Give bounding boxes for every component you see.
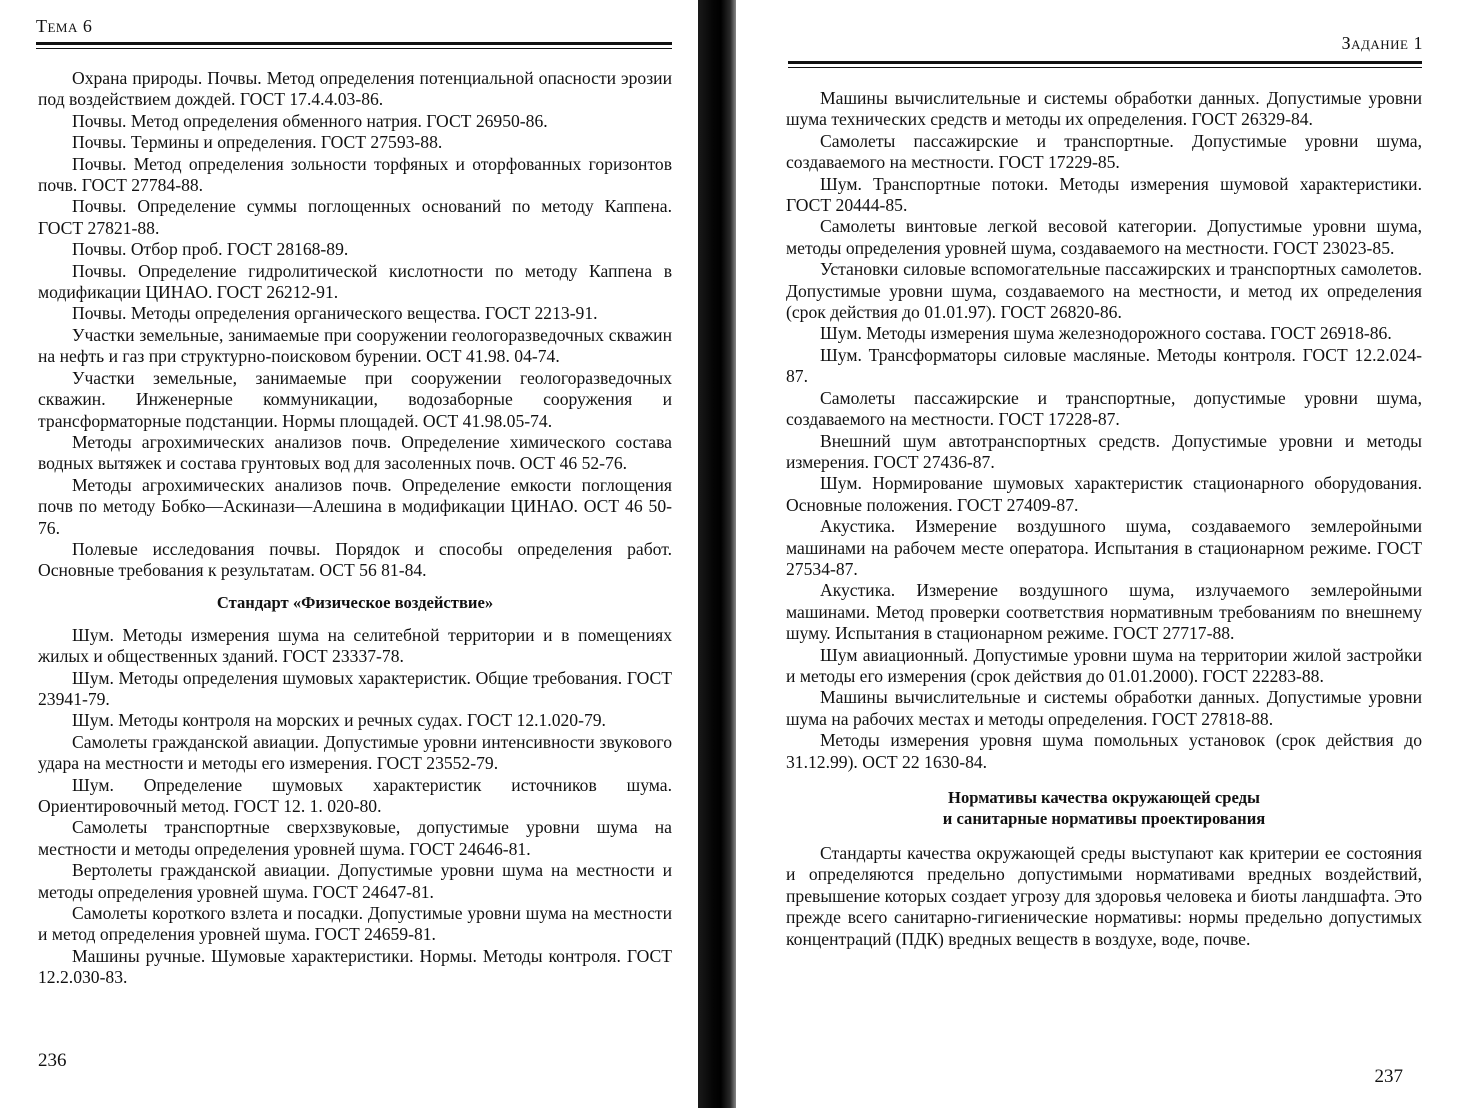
- standard-paragraph: Шум. Нормирование шумовых характеристик стационарного оборудования. Основные положения. ГОСТ 27409-87.: [786, 473, 1422, 515]
- left-standards-list-soil: [38, 68, 672, 582]
- standard-paragraph: Установки силовые вспомогательные пассажирских и транспортных самолетов. Допустимые уровни шума, создаваемого на местности, и метод их определения (срок действия до 01.01.97). ГОСТ 26820-86.: [786, 259, 1422, 323]
- standard-paragraph: Почвы. Определение суммы поглощенных оснований по методу Каппена. ГОСТ 27821-88.: [38, 196, 672, 238]
- standard-paragraph: Самолеты транспортные сверхзвуковые, допустимые уровни шума на местности и методы определения уровней шума. ГОСТ 24646-81.: [38, 817, 672, 859]
- standard-paragraph: Почвы. Термины и определения. ГОСТ 27593-88.: [72, 132, 443, 153]
- standard-paragraph: Акустика. Измерение воздушного шума, излучаемого землеройными машинами. Метод проверки соответствия нормативным требованиям по внешнему шуму. Испытания в стационарном режиме. ГОСТ 27717-88.: [786, 580, 1422, 644]
- standard-paragraph: Почвы. Методы определения органического вещества. ГОСТ 2213-91.: [72, 303, 598, 324]
- standard-paragraph: Методы измерения уровня шума помольных установок (срок действия до 31.12.99). ОСТ 22 1630-84.: [786, 730, 1422, 772]
- section-heading-quality-norms: [786, 787, 1422, 829]
- standard-paragraph: Шум авиационный. Допустимые уровни шума на территории жилой застройки и методы его измерения (срок действия до 01.01.2000). ГОСТ 22283-88.: [786, 644, 1422, 686]
- standard-paragraph: Методы агрохимических анализов почв. Определение емкости поглощения почв по методу Бобко—Аскинази—Алешина в модификации ЦИНАО. ОСТ 46 50-76.: [38, 474, 672, 538]
- standard-paragraph: Шум. Методы измерения шума на селитебной территории и в помещениях жилых и общественных зданий. ГОСТ 23337-78.: [38, 624, 672, 667]
- standard-paragraph: Самолеты пассажирские и транспортные. Допустимые уровни шума, создаваемого на местности. ГОСТ 17229-85.: [786, 130, 1422, 173]
- standard-paragraph: Полевые исследования почвы. Порядок и способы определения работ. Основные требования к результатам. ОСТ 56 81-84.: [38, 538, 672, 581]
- right-standards-list-noise: [786, 88, 1422, 773]
- left-page-body: [38, 68, 672, 989]
- standard-paragraph: Методы агрохимических анализов почв. Определение химического состава водных вытяжек и состава грунтовых вод для засоленных почв. ОСТ 46 52-76.: [38, 431, 672, 474]
- left-page: [0, 0, 705, 1108]
- standard-paragraph: Внешний шум автотранспортных средств. Допустимые уровни и методы измерения. ГОСТ 27436-87.: [786, 430, 1422, 472]
- standard-paragraph: Самолеты винтовые легкой весовой категории. Допустимые уровни шума, методы определения уровней шума, создаваемого на местности. ГОСТ 23023-85.: [786, 216, 1422, 258]
- header-rule-right: [788, 61, 1422, 64]
- standard-paragraph: Шум. Транспортные потоки. Методы измерения шумовой характеристики. ГОСТ 20444-85.: [786, 173, 1422, 216]
- standard-paragraph: Шум. Методы измерения шума железнодорожного состава. ГОСТ 26918-86.: [820, 323, 1392, 344]
- standard-paragraph: Участки земельные, занимаемые при сооружении геологоразведочных скважин на нефть и газ при структурно-поисковом бурении. ОСТ 41.98. 04-74.: [38, 324, 672, 367]
- standard-paragraph: Шум. Определение шумовых характеристик источников шума. Ориентировочный метод. ГОСТ 12. 1. 020-80.: [38, 774, 672, 816]
- left-standards-list-noise: [38, 625, 672, 989]
- standard-paragraph: Почвы. Отбор проб. ГОСТ 28168-89.: [72, 239, 349, 260]
- standard-paragraph: Почвы. Метод определения обменного натрия. ГОСТ 26950-86.: [72, 110, 548, 131]
- standard-paragraph: Почвы. Метод определения зольности торфяных и оторфованных горизонтов почв. ГОСТ 27784-88.: [38, 153, 672, 196]
- standard-paragraph: Самолеты короткого взлета и посадки. Допустимые уровни шума на местности и метод определения уровней шума. ГОСТ 24659-81.: [38, 903, 672, 945]
- standard-paragraph: Машины вычислительные и системы обработки данных. Допустимые уровни шума технических средств и методы их определения. ГОСТ 26329-84.: [786, 88, 1422, 130]
- header-rule-left: [36, 42, 672, 45]
- page-number-right: 237: [1374, 1066, 1403, 1087]
- standard-paragraph: Самолеты гражданской авиации. Допустимые уровни интенсивности звукового удара на местности и методы его измерения. ГОСТ 23552-79.: [38, 731, 672, 774]
- standard-paragraph: Машины вычислительные и системы обработки данных. Допустимые уровни шума на рабочих местах и методы определения. ГОСТ 27818-88.: [786, 687, 1422, 729]
- standard-paragraph: Почвы. Определение гидролитической кислотности по методу Каппена в модификации ЦИНАО. ГОСТ 26212-91.: [38, 260, 672, 303]
- standard-paragraph: Охрана природы. Почвы. Метод определения потенциальной опасности эрозии под воздействием дождей. ГОСТ 17.4.4.03-86.: [38, 68, 672, 110]
- right-intro-text: [786, 843, 1422, 950]
- section-heading-physical-impact: Стандарт «Физическое воздействие»: [216, 592, 494, 612]
- standard-paragraph: Вертолеты гражданской авиации. Допустимые уровни шума на местности и методы определения уровней шума. ГОСТ 24647-81.: [38, 860, 672, 902]
- section-heading-line-1: Нормативы качества окружающей среды: [948, 788, 1260, 807]
- running-header-right: Задание 1: [1341, 33, 1423, 53]
- standard-paragraph: Стандарты качества окружающей среды выступают как критерии ее состояния и определяются предельно допустимыми нормативами вредных воздействий, превышение которых создает угрозу для здоровья человека и биоты ландшафта. Это прежде всего санитарно-гигиенические нормативы: нормы предельно допустимых концентраций (ПДК) вредных веществ в воздухе, воде, почве.: [786, 843, 1422, 949]
- standard-paragraph: Шум. Трансформаторы силовые масляные. Методы контроля. ГОСТ 12.2.024-87.: [786, 344, 1422, 387]
- standard-paragraph: Шум. Методы определения шумовых характеристик. Общие требования. ГОСТ 23941-79.: [38, 667, 672, 709]
- standard-paragraph: Машины ручные. Шумовые характеристики. Нормы. Методы контроля. ГОСТ 12.2.030-83.: [38, 945, 672, 988]
- section-heading-line-2: и санитарные нормативы проектирования: [942, 809, 1266, 828]
- right-page: [718, 0, 1459, 1108]
- standard-paragraph: Шум. Методы контроля на морских и речных судах. ГОСТ 12.1.020-79.: [72, 710, 606, 731]
- standard-paragraph: Участки земельные, занимаемые при сооружении геологоразведочных скважин. Инженерные коммуникации, водозаборные сооружения и трансформаторные подстанции. Нормы площадей. ОСТ 41.98.05-74.: [38, 367, 672, 431]
- running-header-left: Тема 6: [36, 16, 93, 36]
- standard-paragraph: Самолеты пассажирские и транспортные, допустимые уровни шума, создаваемого на местности. ГОСТ 17228-87.: [786, 387, 1422, 430]
- page-number-left: 236: [38, 1050, 67, 1071]
- standard-paragraph: Акустика. Измерение воздушного шума, создаваемого землеройными машинами на рабочем месте оператора. Испытания в стационарном режиме. ГОСТ 27534-87.: [786, 516, 1422, 579]
- right-page-body: [786, 88, 1422, 950]
